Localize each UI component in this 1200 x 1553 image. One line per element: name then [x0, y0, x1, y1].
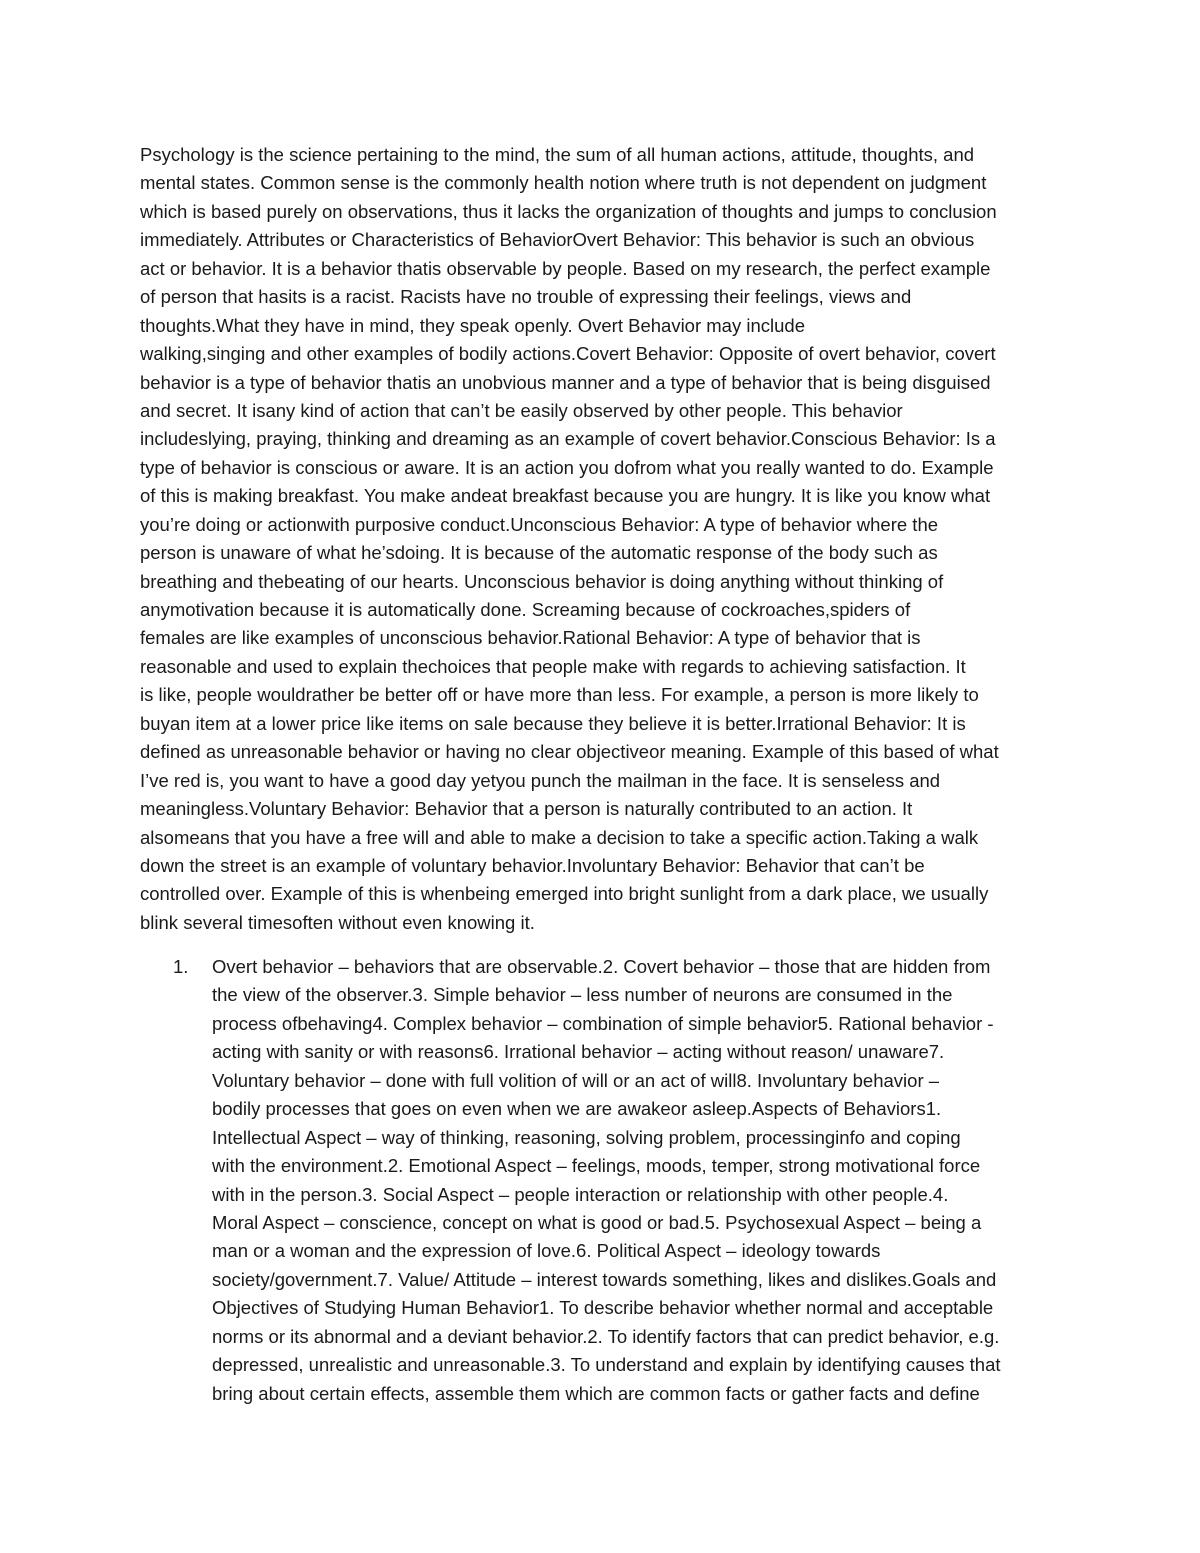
paragraph-line: controlled over. Example of this is whenbeing emerged into bright sunlight from a dark place, we usually: [140, 883, 989, 905]
paragraph-line: you’re doing or actionwith purposive conduct.Unconscious Behavior: A type of behavior where the: [140, 513, 939, 535]
paragraph-line: of person that hasits is a racist. Racists have no trouble of expressing their feelings, views and: [140, 286, 912, 308]
numbered-list: [140, 953, 1060, 1408]
list-item-line: norms or its abnormal and a deviant behavior.2. To identify factors that can predict behavior, e.g.: [212, 1325, 1000, 1347]
paragraph-line: meaningless.Voluntary Behavior: Behavior that a person is naturally contributed to an action. It: [140, 798, 913, 820]
list-item-line: Objectives of Studying Human Behavior1. To describe behavior whether normal and acceptable: [212, 1297, 994, 1319]
list-item-line: society/government.7. Value/ Attitude – interest towards something, likes and dislikes.Goals and: [212, 1268, 997, 1290]
paragraph-line: alsomeans that you have a free will and able to make a decision to take a specific action.Taking a walk: [140, 826, 979, 848]
paragraph-line: reasonable and used to explain thechoices that people make with regards to achieving satisfaction. It: [140, 655, 966, 677]
paragraph-line: includeslying, praying, thinking and dreaming as an example of covert behavior.Conscious Behavior: Is a: [140, 428, 996, 450]
paragraph-line: person is unaware of what he’sdoing. It is because of the automatic response of the body such as: [140, 542, 938, 564]
paragraph-line: type of behavior is conscious or aware. It is an action you dofrom what you really wanted to do. Example: [140, 456, 994, 478]
paragraph-line: mental states. Common sense is the commonly health notion where truth is not dependent on judgment: [140, 172, 987, 194]
paragraph-line: is like, people wouldrather be better off or have more than less. For example, a person is more likely to: [140, 684, 979, 706]
paragraph-line: females are like examples of unconscious behavior.Rational Behavior: A type of behavior that is: [140, 627, 921, 649]
paragraph-line: walking,singing and other examples of bodily actions.Covert Behavior: Opposite of overt behavior, covert: [140, 343, 996, 365]
paragraph-line: breathing and thebeating of our hearts. Unconscious behavior is doing anything without thinking of: [140, 570, 944, 592]
list-item-line: Intellectual Aspect – way of thinking, reasoning, solving problem, processinginfo and coping: [212, 1126, 961, 1148]
paragraph-line: thoughts.What they have in mind, they speak openly. Overt Behavior may include: [140, 314, 805, 336]
paragraph-line: Psychology is the science pertaining to the mind, the sum of all human actions, attitude, thoughts, and: [140, 144, 975, 165]
paragraph-line: anymotivation because it is automatically done. Screaming because of cockroaches,spiders of: [140, 599, 911, 620]
list-item-line: bodily processes that goes on even when we are awakeor asleep.Aspects of Behaviors1.: [212, 1098, 942, 1120]
paragraph-line: immediately. Attributes or Characteristics of BehaviorOvert Behavior: This behavior is such an obvious: [140, 229, 975, 251]
paragraph-line: which is based purely on observations, thus it lacks the organization of thoughts and jumps to conclusion: [140, 200, 997, 222]
list-number: 1.: [173, 956, 189, 977]
body-paragraph: [140, 141, 1060, 937]
list-item-line: with the environment.2. Emotional Aspect – feelings, moods, temper, strong motivational force: [212, 1155, 981, 1177]
paragraph-line: of this is making breakfast. You make andeat breakfast because you are hungry. It is like you know what: [140, 485, 991, 507]
paragraph-line: buyan item at a lower price like items on sale because they believe it is better.Irrational Behavior: It is: [140, 712, 966, 734]
list-item-line: Overt behavior – behaviors that are observable.2. Covert behavior – those that are hidden from: [212, 956, 991, 977]
list-item-line: Voluntary behavior – done with full volition of will or an act of will8. Involuntary behavior –: [212, 1069, 940, 1091]
list-item-line: Moral Aspect – conscience, concept on what is good or bad.5. Psychosexual Aspect – being a: [212, 1211, 982, 1233]
paragraph-line: down the street is an example of voluntary behavior.Involuntary Behavior: Behavior that can’t be: [140, 854, 925, 876]
paragraph-line: behavior is a type of behavior thatis an unobvious manner and a type of behavior that is being disguised: [140, 371, 991, 393]
list-item-line: the view of the observer.3. Simple behavior – less number of neurons are consumed in the: [212, 984, 953, 1006]
paragraph-line: and secret. It isany kind of action that can’t be easily observed by other people. This behavior: [140, 399, 903, 421]
paragraph-line: act or behavior. It is a behavior thatis observable by people. Based on my research, the perfect example: [140, 257, 991, 279]
list-item-line: bring about certain effects, assemble them which are common facts or gather facts and define: [212, 1382, 980, 1404]
list-item-line: process ofbehaving4. Complex behavior – combination of simple behavior5. Rational behavior -: [212, 1012, 994, 1034]
list-item-line: depressed, unrealistic and unreasonable.3. To understand and explain by identifying causes that: [212, 1354, 1001, 1376]
list-item-line: acting with sanity or with reasons6. Irrational behavior – acting without reason/ unaware7.: [212, 1041, 945, 1063]
list-item-line: with in the person.3. Social Aspect – people interaction or relationship with other people.4.: [212, 1183, 949, 1205]
paragraph-line: blink several timesoften without even knowing it.: [140, 911, 535, 933]
list-item-line: man or a woman and the expression of love.6. Political Aspect – ideology towards: [212, 1240, 881, 1262]
paragraph-line: defined as unreasonable behavior or having no clear objectiveor meaning. Example of this based of what: [140, 741, 999, 763]
paragraph-line: I’ve red is, you want to have a good day yetyou punch the mailman in the face. It is senseless and: [140, 769, 941, 791]
